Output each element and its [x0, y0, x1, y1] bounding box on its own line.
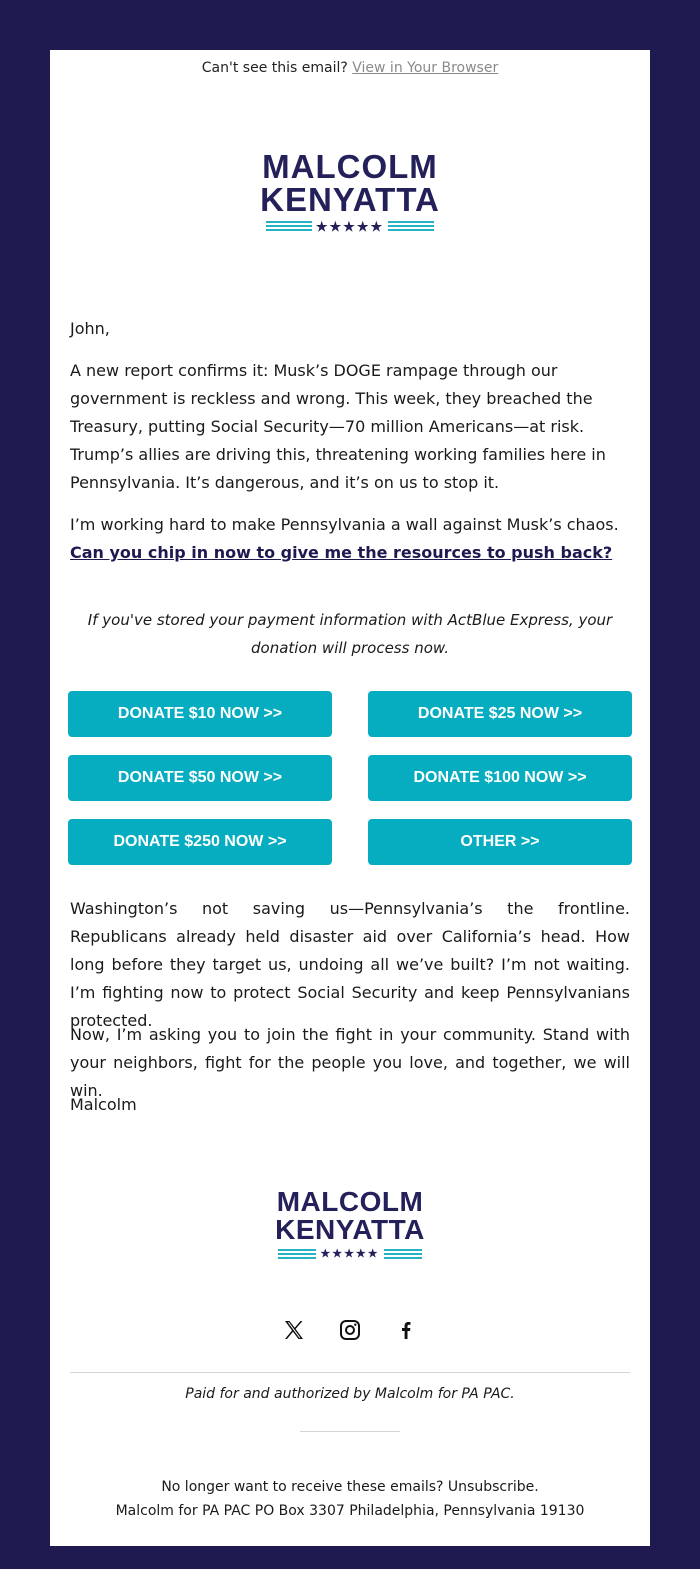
- facebook-icon[interactable]: [394, 1318, 418, 1342]
- unsubscribe-link[interactable]: Unsubscribe.: [447, 1479, 539, 1495]
- paragraph-report: A new report confirms it: Musk’s DOGE rampage through our government is reckless and wrong. This week, they breached the Treasury, putting Social Security—70 million Americans—at risk. Trump’s allies are driving this, threatening working families here in Pennsylvania. It’s dangerous, and it’s on us to stop it.: [70, 361, 606, 492]
- logo-right-stripes: [388, 219, 434, 233]
- logo-first-name: MALCOLM: [262, 148, 438, 185]
- logo-left-stripes: [266, 219, 312, 233]
- x-icon[interactable]: [282, 1318, 306, 1342]
- donate-other-button[interactable]: OTHER >>: [368, 819, 632, 865]
- logo-left-stripes: [278, 1247, 316, 1261]
- instagram-icon[interactable]: [338, 1318, 362, 1342]
- paid-for-disclaimer: Paid for and authorized by Malcolm for PA PAC.: [185, 1386, 515, 1402]
- paragraph-ask: [70, 511, 630, 567]
- logo-last-name: KENYATTA: [260, 181, 440, 218]
- browser-view-line: [50, 60, 650, 76]
- social-links: [50, 1318, 650, 1342]
- logo-last-name: KENYATTA: [275, 1214, 425, 1245]
- ask-text: I’m working hard to make Pennsylvania a wall against Musk’s chaos.: [70, 515, 619, 534]
- unsubscribe-line: [50, 1475, 650, 1499]
- footer-info: [50, 1475, 650, 1523]
- donate-50-button[interactable]: DONATE $50 NOW >>: [68, 755, 332, 801]
- logo-stars-icon: ★★★★★: [315, 218, 385, 234]
- unsubscribe-text: No longer want to receive these emails?: [161, 1479, 444, 1495]
- logo-right-stripes: [384, 1247, 422, 1261]
- paragraph-join-fight: Now, I’m asking you to join the fight in your community. Stand with your neighbors, fight for the people you love, and together, we will win.: [70, 1025, 630, 1100]
- signature: Malcolm: [70, 1095, 137, 1114]
- actblue-express-note: If you've stored your payment information with ActBlue Express, your donation will process now.: [87, 611, 613, 657]
- donate-100-button[interactable]: DONATE $100 NOW >>: [368, 755, 632, 801]
- paragraph-frontline: Washington’s not saving us—Pennsylvania’s the frontline. Republicans already held disaster aid over California’s head. How long before they target us, undoing all we’ve built? I’m not waiting. I’m fighting now to protect Social Security and keep Pennsylvanians protected.: [70, 899, 630, 1030]
- mailing-address: Malcolm for PA PAC PO Box 3307 Philadelphia, Pennsylvania 19130: [115, 1503, 585, 1519]
- chip-in-link[interactable]: Can you chip in now to give me the resources to push back?: [70, 543, 613, 562]
- logo-stars-row: [50, 219, 650, 233]
- logo-first-name: MALCOLM: [276, 1186, 424, 1217]
- logo-stars-row: [50, 1247, 650, 1261]
- view-in-browser-link[interactable]: View in Your Browser: [352, 60, 499, 76]
- email-card: [50, 50, 650, 1546]
- donate-25-button[interactable]: DONATE $25 NOW >>: [368, 691, 632, 737]
- greeting: John,: [70, 319, 110, 338]
- short-divider: [300, 1431, 400, 1432]
- donate-250-button[interactable]: DONATE $250 NOW >>: [68, 819, 332, 865]
- logo-stars-icon: ★★★★★: [320, 1247, 380, 1260]
- footer-divider: [70, 1372, 630, 1373]
- footer-logo: [50, 1188, 650, 1261]
- header-logo: [50, 150, 650, 233]
- donate-10-button[interactable]: DONATE $10 NOW >>: [68, 691, 332, 737]
- cant-see-text: Can't see this email?: [201, 60, 348, 76]
